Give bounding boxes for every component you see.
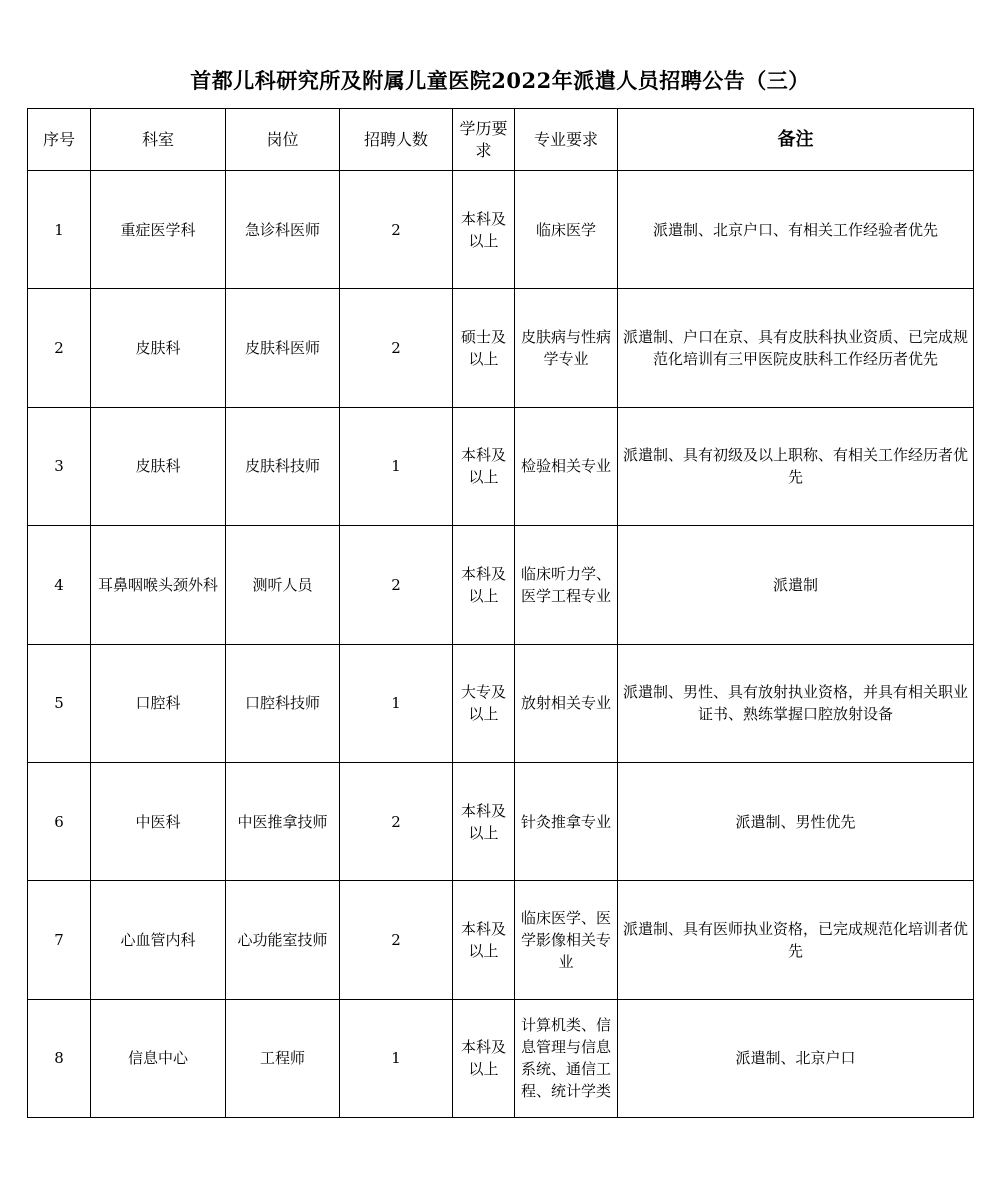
cell-education: 本科及以上 xyxy=(453,881,515,999)
cell-major: 临床听力学、医学工程专业 xyxy=(515,526,618,644)
cell-count: 2 xyxy=(340,526,453,644)
page-title: 首都儿科研究所及附属儿童医院2022年派遣人员招聘公告（三） xyxy=(190,68,810,93)
cell-department: 耳鼻咽喉头颈外科 xyxy=(91,526,226,644)
table-row xyxy=(28,289,974,407)
cell-position: 工程师 xyxy=(226,999,340,1117)
cell-count: 1 xyxy=(340,407,453,525)
table-row xyxy=(28,171,974,289)
cell-position: 中医推拿技师 xyxy=(226,762,340,880)
cell-position: 测听人员 xyxy=(226,526,340,644)
cell-index: 4 xyxy=(28,526,91,644)
cell-department: 重症医学科 xyxy=(91,171,226,289)
header-remarks: 备注 xyxy=(618,109,974,171)
cell-position: 心功能室技师 xyxy=(226,881,340,999)
cell-education: 硕士及以上 xyxy=(453,289,515,407)
cell-index: 7 xyxy=(28,881,91,999)
cell-education: 本科及以上 xyxy=(453,526,515,644)
cell-position: 皮肤科医师 xyxy=(226,289,340,407)
table-row xyxy=(28,762,974,880)
table-row xyxy=(28,999,974,1117)
cell-position: 口腔科技师 xyxy=(226,644,340,762)
cell-index: 2 xyxy=(28,289,91,407)
cell-education: 本科及以上 xyxy=(453,171,515,289)
header-position: 岗位 xyxy=(226,109,340,171)
cell-major: 临床医学 xyxy=(515,171,618,289)
cell-count: 2 xyxy=(340,762,453,880)
cell-position: 急诊科医师 xyxy=(226,171,340,289)
cell-major: 皮肤病与性病学专业 xyxy=(515,289,618,407)
header-count: 招聘人数 xyxy=(340,109,453,171)
cell-index: 5 xyxy=(28,644,91,762)
table-row xyxy=(28,407,974,525)
cell-department: 心血管内科 xyxy=(91,881,226,999)
cell-index: 8 xyxy=(28,999,91,1117)
cell-remarks: 派遣制、北京户口、有相关工作经验者优先 xyxy=(618,171,974,289)
cell-department: 口腔科 xyxy=(91,644,226,762)
cell-count: 2 xyxy=(340,881,453,999)
cell-position: 皮肤科技师 xyxy=(226,407,340,525)
header-department: 科室 xyxy=(91,109,226,171)
cell-major: 针灸推拿专业 xyxy=(515,762,618,880)
cell-department: 中医科 xyxy=(91,762,226,880)
cell-major: 计算机类、信息管理与信息系统、通信工程、统计学类 xyxy=(515,999,618,1117)
cell-remarks: 派遣制、具有初级及以上职称、有相关工作经历者优先 xyxy=(618,407,974,525)
cell-remarks: 派遣制、男性、具有放射执业资格，并具有相关职业证书、熟练掌握口腔放射设备 xyxy=(618,644,974,762)
header-education: 学历要求 xyxy=(453,109,515,171)
cell-index: 6 xyxy=(28,762,91,880)
header-major: 专业要求 xyxy=(515,109,618,171)
cell-count: 1 xyxy=(340,644,453,762)
table-row xyxy=(28,526,974,644)
cell-education: 大专及以上 xyxy=(453,644,515,762)
table-row xyxy=(28,881,974,999)
cell-remarks: 派遣制 xyxy=(618,526,974,644)
cell-education: 本科及以上 xyxy=(453,762,515,880)
cell-remarks: 派遣制、男性优先 xyxy=(618,762,974,880)
table-row xyxy=(28,644,974,762)
cell-major: 检验相关专业 xyxy=(515,407,618,525)
cell-remarks: 派遣制、户口在京、具有皮肤科执业资质、已完成规范化培训有三甲医院皮肤科工作经历者优先 xyxy=(618,289,974,407)
cell-department: 皮肤科 xyxy=(91,407,226,525)
cell-education: 本科及以上 xyxy=(453,407,515,525)
cell-department: 信息中心 xyxy=(91,999,226,1117)
table-header-row xyxy=(28,109,974,171)
recruitment-table xyxy=(27,108,974,1118)
cell-index: 3 xyxy=(28,407,91,525)
cell-department: 皮肤科 xyxy=(91,289,226,407)
cell-remarks: 派遣制、具有医师执业资格，已完成规范化培训者优先 xyxy=(618,881,974,999)
cell-major: 临床医学、医学影像相关专业 xyxy=(515,881,618,999)
cell-education: 本科及以上 xyxy=(453,999,515,1117)
cell-major: 放射相关专业 xyxy=(515,644,618,762)
cell-count: 2 xyxy=(340,171,453,289)
header-index: 序号 xyxy=(28,109,91,171)
cell-count: 1 xyxy=(340,999,453,1117)
cell-count: 2 xyxy=(340,289,453,407)
cell-remarks: 派遣制、北京户口 xyxy=(618,999,974,1117)
cell-index: 1 xyxy=(28,171,91,289)
